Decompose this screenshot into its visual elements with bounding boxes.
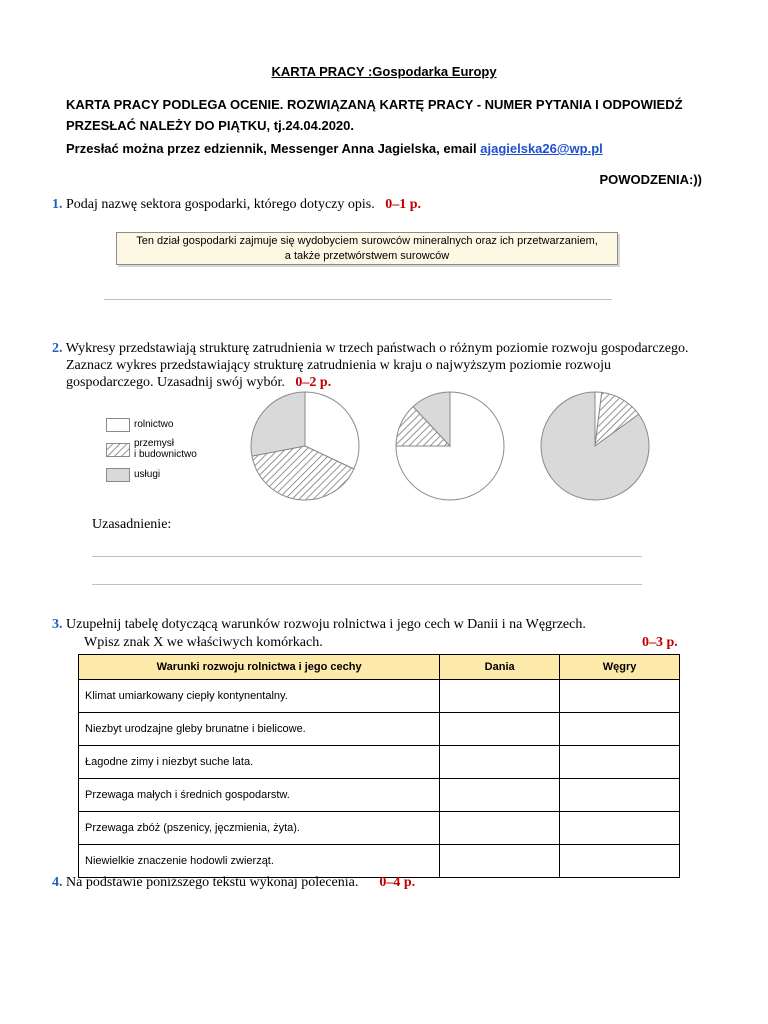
- table-row: [79, 680, 680, 713]
- hungary-cell[interactable]: [560, 746, 680, 779]
- legend-swatch-agriculture: [106, 418, 130, 432]
- question-1-text: Podaj nazwę sektora gospodarki, którego dotyczy opis.: [66, 197, 375, 212]
- question-3-line-1-wrap: [52, 616, 586, 633]
- denmark-cell[interactable]: [440, 812, 560, 845]
- description-line-2: a także przetwórstwem surowców: [284, 250, 450, 262]
- conditions-table: [78, 654, 680, 878]
- page-title: KARTA PRACY :Gospodarka Europy: [271, 64, 497, 79]
- legend-swatch-services: [106, 468, 130, 482]
- question-1-points: 0–1 p.: [385, 197, 422, 212]
- table-row: [79, 845, 680, 878]
- description-box: [116, 232, 618, 265]
- row-label: Niezbyt urodzajne gleby brunatne i bielicowe.: [79, 713, 440, 746]
- justification-label: Uzasadnienie:: [92, 517, 172, 532]
- denmark-cell[interactable]: [440, 746, 560, 779]
- question-4-points: 0–4 p.: [379, 875, 416, 890]
- question-4-text: Na podstawie poniższego tekstu wykonaj polecenia.: [66, 875, 359, 890]
- hungary-cell[interactable]: [560, 812, 680, 845]
- row-label: Niewielkie znaczenie hodowli zwierząt.: [79, 845, 440, 878]
- hungary-cell[interactable]: [560, 779, 680, 812]
- table-row: [79, 812, 680, 845]
- send-text: Przesłać można przez edziennik, Messenger Anna Jagielska, email: [66, 141, 481, 156]
- question-2-number: 2.: [52, 341, 63, 356]
- question-2-line-1: Wykresy przedstawiają strukturę zatrudnienia w trzech państwach o różnym poziomie rozwoju gospodarczego.: [65, 341, 689, 356]
- question-3-line-1: Uzupełnij tabelę dotyczącą warunków rozwoju rolnictwa i jego cech w Danii i na Węgrzech.: [66, 617, 586, 632]
- column-header-conditions: Warunki rozwoju rolnictwa i jego cechy: [79, 655, 440, 680]
- row-label: Łagodne zimy i niezbyt suche lata.: [79, 746, 440, 779]
- pie-charts: [240, 388, 680, 508]
- assessment-notice: [66, 94, 726, 136]
- hungary-cell[interactable]: [560, 845, 680, 878]
- question-1: [52, 196, 421, 213]
- question-1-number: 1.: [52, 197, 63, 212]
- question-3-points: 0–3 p.: [642, 635, 678, 650]
- row-label: Przewaga małych i średnich gospodarstw.: [79, 779, 440, 812]
- column-header-hungary: Węgry: [560, 655, 680, 680]
- legend-swatch-industry: [106, 443, 130, 457]
- legend-label-agriculture: rolnictwo: [134, 419, 174, 430]
- denmark-cell[interactable]: [440, 779, 560, 812]
- legend-label-industry: przemysł i budownictwo: [134, 438, 197, 460]
- answer-line-2[interactable]: [92, 556, 642, 557]
- legend-label-services: usługi: [134, 469, 161, 480]
- table-row: [79, 779, 680, 812]
- email-link[interactable]: ajagielska26@wp.pl: [480, 141, 603, 156]
- answer-line-1[interactable]: [104, 299, 612, 300]
- denmark-cell[interactable]: [440, 713, 560, 746]
- pie-1-slice-services[interactable]: [251, 392, 305, 456]
- column-header-denmark: Dania: [440, 655, 560, 680]
- good-luck-text: POWODZENIA:)): [599, 172, 702, 187]
- notice-line-1: KARTA PRACY PODLEGA OCENIE. ROZWIĄZANĄ KARTĘ PRACY - NUMER PYTANIA I ODPOWIEDŹ: [66, 97, 683, 112]
- row-label: Klimat umiarkowany ciepły kontynentalny.: [79, 680, 440, 713]
- answer-line-3[interactable]: [92, 584, 642, 585]
- table-header-row: [79, 655, 680, 680]
- description-line-1: Ten dział gospodarki zajmuje się wydobyciem surowców mineralnych oraz ich przetwarzaniem,: [136, 235, 598, 247]
- hungary-cell[interactable]: [560, 680, 680, 713]
- hungary-cell[interactable]: [560, 713, 680, 746]
- table-row: [79, 746, 680, 779]
- row-label: Przewaga zbóż (pszenicy, jęczmienia, żyta).: [79, 812, 440, 845]
- send-instructions: [66, 141, 603, 156]
- table-row: [79, 713, 680, 746]
- notice-line-2: PRZESŁAĆ NALEŻY DO PIĄTKU, tj.24.04.2020.: [66, 118, 354, 133]
- question-2-line-2: Zaznacz wykres przedstawiający strukturę zatrudnienia w kraju o najwyższym poziomie rozwoju: [66, 358, 612, 373]
- denmark-cell[interactable]: [440, 680, 560, 713]
- question-4: [52, 874, 415, 891]
- question-3-line-2: Wpisz znak X we właściwych komórkach.: [84, 635, 323, 650]
- question-4-number: 4.: [52, 875, 63, 890]
- question-2: [52, 340, 752, 391]
- denmark-cell[interactable]: [440, 845, 560, 878]
- question-2-points: 0–2 p.: [295, 375, 332, 390]
- question-3-number: 3.: [52, 617, 63, 632]
- question-2-line-3: gospodarczego. Uzasadnij swój wybór.: [66, 375, 285, 390]
